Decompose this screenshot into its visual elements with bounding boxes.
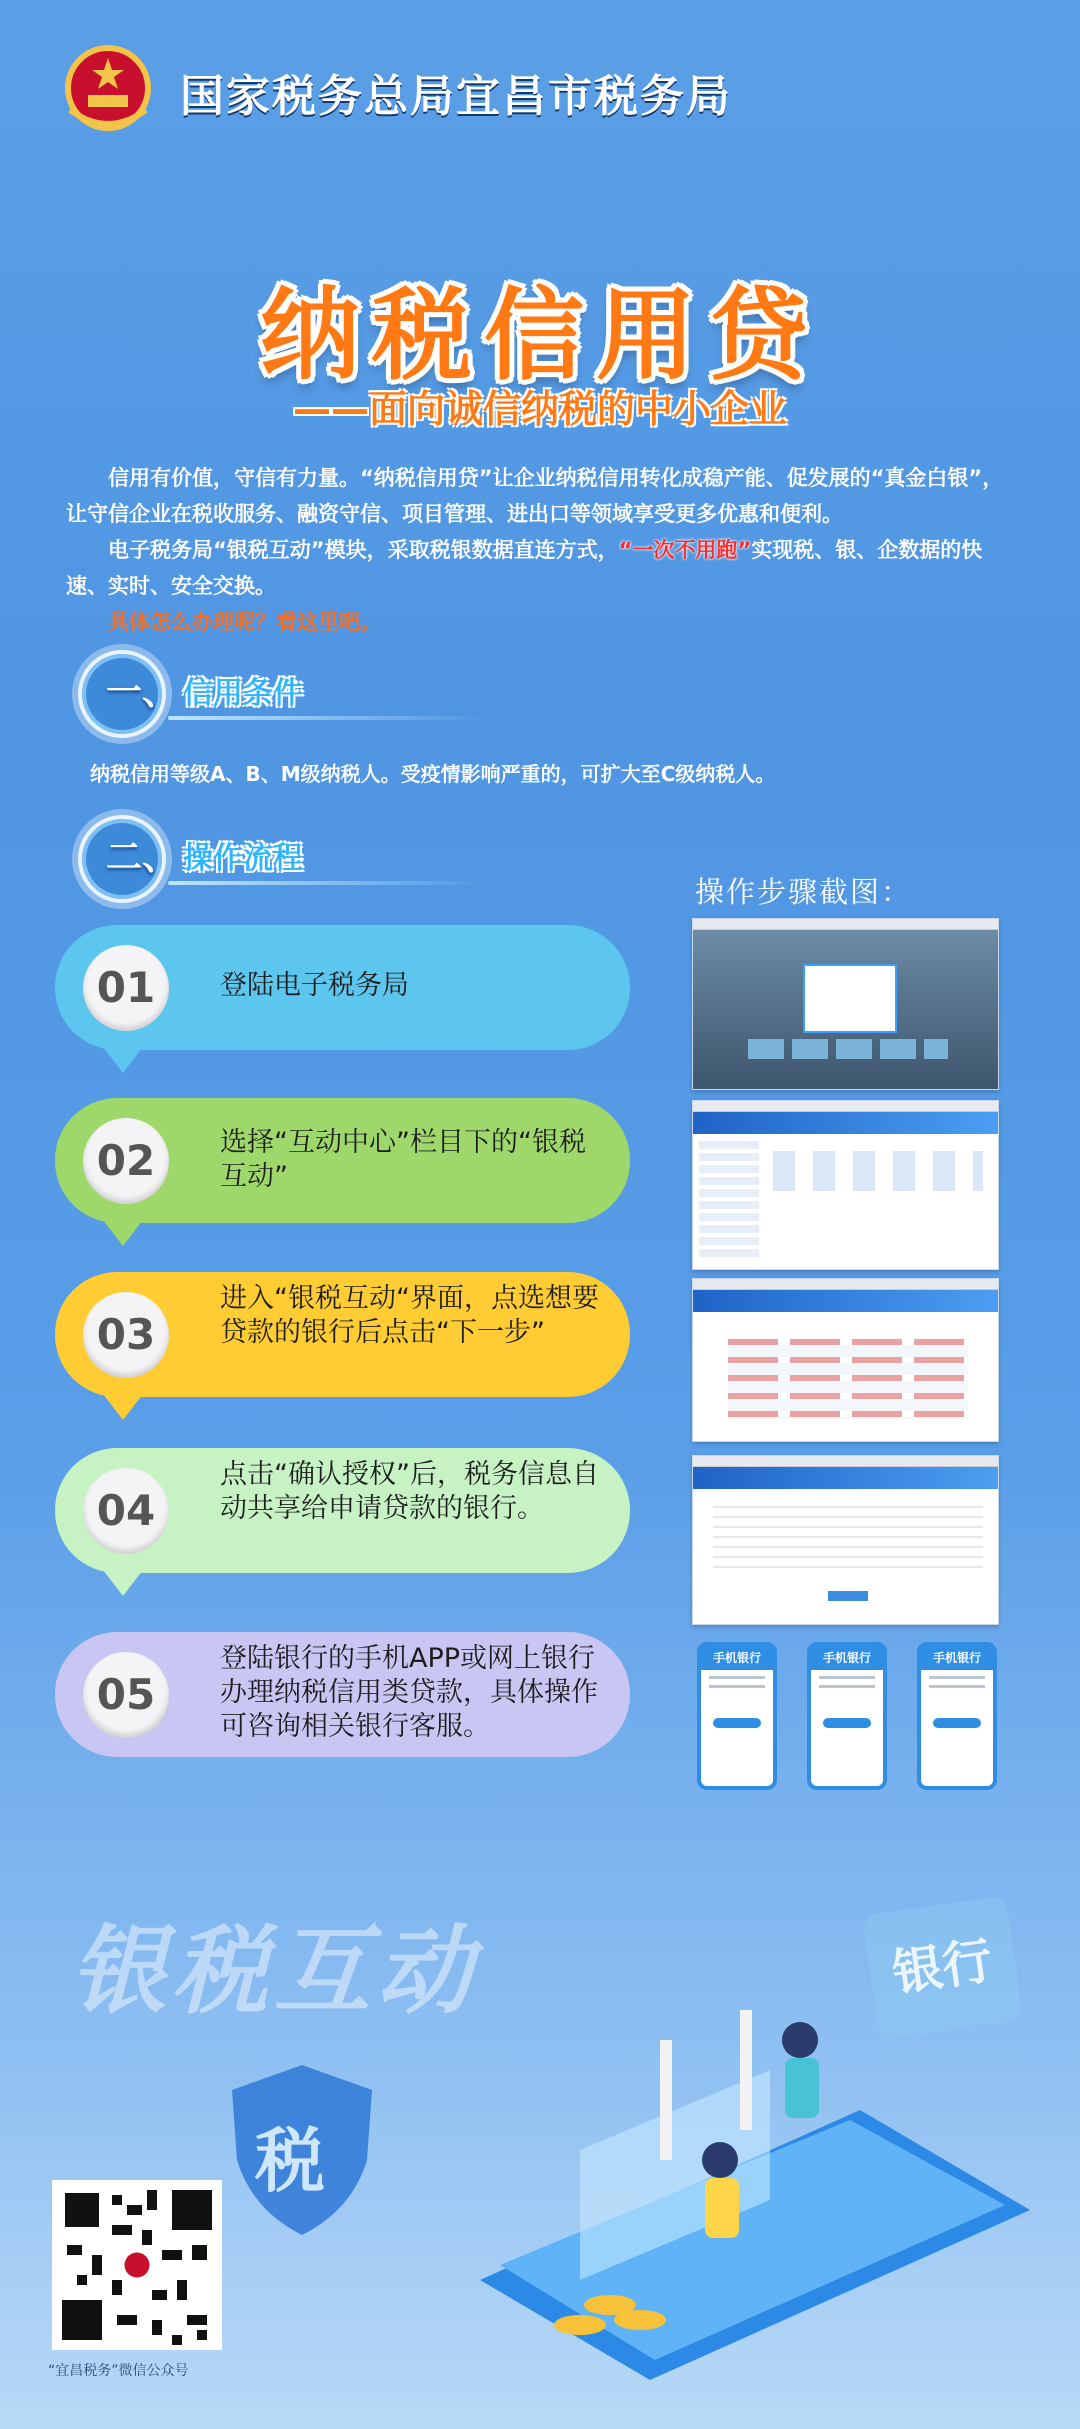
intro-paragraph-1: 信用有价值，守信有力量。“纳税信用贷”让企业纳税信用转化成稳产能、促发展的“真金白银”，让守信企业在税收服务、融资守信、项目管理、进出口等领域享受更多优惠和便利。 <box>66 466 1004 526</box>
section-number: 一、 <box>106 672 179 713</box>
step-text: 选择“互动中心”栏目下的“银税互动” <box>220 1127 586 1192</box>
section-credit-conditions <box>78 650 498 734</box>
phone-header: 手机银行 <box>921 1646 993 1670</box>
step-number: 04 <box>96 1486 156 1535</box>
phone-button <box>933 1718 981 1728</box>
step-number: 02 <box>96 1136 156 1185</box>
section-underline <box>168 716 488 720</box>
menu-list <box>699 1141 759 1261</box>
site-header <box>693 1290 998 1312</box>
intro-text-end: 实现税、银、企数据的快速、实时、安全交换。 <box>66 538 983 598</box>
step-text: 登陆银行的手机APP或网上银行办理纳税信用类贷款，具体操作可咨询相关银行客服。 <box>220 1643 598 1742</box>
bank-counter-illustration <box>440 1960 1040 2380</box>
credit-conditions-text: 纳税信用等级A、B、M级纳税人。受疫情影响严重的，可扩大至C级纳税人。 <box>90 762 776 786</box>
phone-field <box>819 1685 875 1688</box>
browser-bar <box>693 1456 998 1467</box>
section-number: 二、 <box>106 837 179 878</box>
phone-bank-app-3 <box>917 1642 997 1790</box>
step-02 <box>55 1098 635 1248</box>
module-grid <box>773 1151 983 1191</box>
login-dialog <box>803 964 897 1033</box>
section-underline <box>168 881 488 885</box>
authorize-table <box>713 1506 983 1576</box>
step-05 <box>55 1632 635 1782</box>
phone-field <box>709 1676 765 1679</box>
step-text: 进入“银税互动“界面，点选想要贷款的银行后点击“下一步” <box>220 1283 599 1348</box>
step-03 <box>55 1272 635 1422</box>
bank-tax-banner: 银税互动 <box>70 1915 478 2027</box>
screenshot-authorize <box>692 1455 999 1625</box>
screenshot-interaction-center <box>692 1100 999 1270</box>
phone-bank-app-2 <box>807 1642 887 1790</box>
confirm-button-preview <box>828 1591 868 1601</box>
section-operation-process <box>78 815 498 899</box>
screenshot-bank-select <box>692 1278 999 1442</box>
phone-bank-app-1 <box>697 1642 777 1790</box>
step-number: 01 <box>96 963 156 1012</box>
step-text: 点击“确认授权”后，税务信息自动共享给申请贷款的银行。 <box>220 1459 599 1524</box>
section-label: 信用条件 <box>183 676 303 711</box>
poster-title: 纳税信用贷 <box>260 276 820 394</box>
browser-bar <box>693 1279 998 1290</box>
highlight-text: “一次不用跑” <box>618 538 752 562</box>
phone-field <box>709 1685 765 1688</box>
phone-field <box>929 1676 985 1679</box>
phone-button <box>823 1718 871 1728</box>
qr-code[interactable] <box>52 2180 222 2350</box>
qr-code-image <box>52 2180 222 2350</box>
screenshot-login <box>692 918 999 1090</box>
phone-field <box>929 1685 985 1688</box>
tax-tag: 税 <box>255 2120 325 2202</box>
phone-button <box>713 1718 761 1728</box>
step-text: 登陆电子税务局 <box>220 970 409 1001</box>
bank-logo-grid <box>728 1339 968 1419</box>
site-header <box>693 1467 998 1489</box>
phone-header: 手机银行 <box>811 1646 883 1670</box>
phone-field <box>819 1676 875 1679</box>
screenshots-title: 操作步骤截图： <box>695 875 913 909</box>
intro-text: 电子税务局“银税互动”模块，采取税银数据直连方式， <box>108 538 619 562</box>
hint-text: 具体怎么办理呢？看这里吧。 <box>108 610 381 634</box>
step-04 <box>55 1448 635 1598</box>
browser-bar <box>693 1101 998 1112</box>
org-name: 国家税务总局宜昌市税务局 <box>180 71 732 122</box>
step-01 <box>55 925 635 1075</box>
step-number: 03 <box>96 1310 156 1359</box>
browser-bar <box>693 919 998 930</box>
login-tiles <box>748 1039 948 1059</box>
qr-caption: “宜昌税务”微信公众号 <box>48 2363 189 2379</box>
intro-paragraph-2 <box>66 532 1021 604</box>
phone-header: 手机银行 <box>701 1646 773 1670</box>
section-label: 操作流程 <box>183 841 303 876</box>
step-number: 05 <box>96 1670 156 1719</box>
bank-tag: 银行 <box>862 1896 1023 2040</box>
national-emblem-icon <box>58 40 158 140</box>
poster-subtitle: ——面向诚信纳税的中小企业 <box>292 387 787 431</box>
site-header <box>693 1112 998 1134</box>
